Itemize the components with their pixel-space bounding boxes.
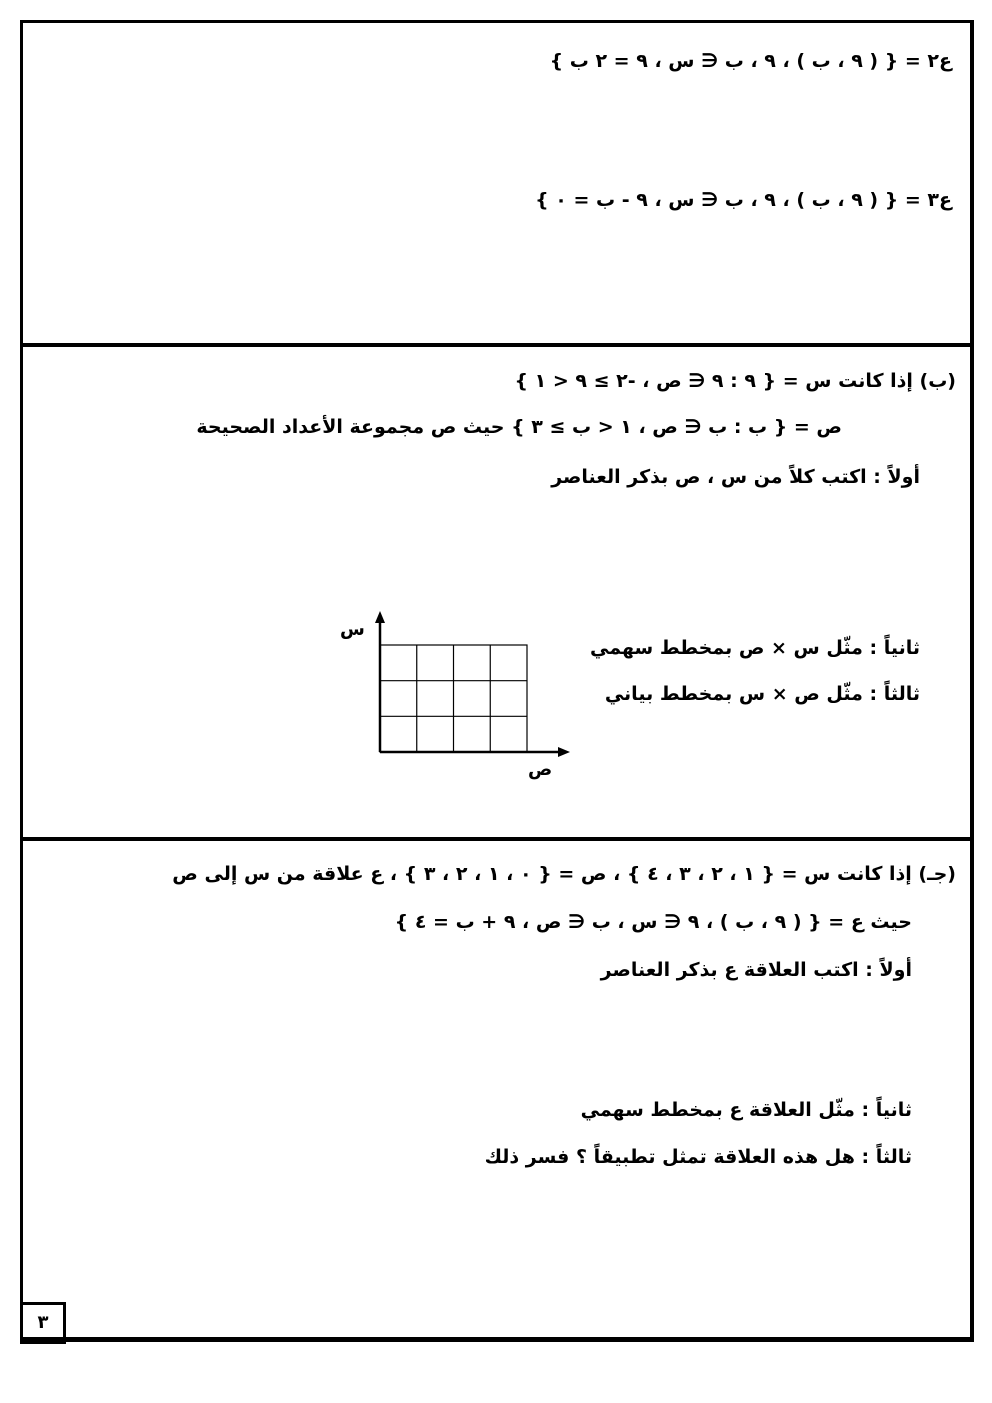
cartesian-graph	[330, 605, 590, 790]
relation-2-definition: ع٢ = { ( ٩ ، ب ) ، ٩ ، ب ∈ س ، ٩ = ٢ ب }	[549, 50, 952, 72]
section-c-sets: (جـ) إذا كانت س = { ١ ، ٢ ، ٣ ، ٤ } ، ص = { ٠ ، ١ ، ٢ ، ٣ } ، ع علاقة من س إلى ص	[172, 863, 956, 885]
page-number: ٣	[20, 1302, 66, 1344]
y-axis-arrow	[375, 611, 385, 623]
section-divider-1	[20, 343, 974, 347]
section-b-question-3: ثالثاً : مثّل ص × س بمخطط بياني	[604, 683, 920, 705]
relation-3-definition: ع٣ = { ( ٩ ، ب ) ، ٩ ، ب ∈ س ، ٩ - ب = ٠ }	[535, 189, 952, 211]
section-divider-2	[20, 837, 974, 841]
section-b-set-x: (ب) إذا كانت س = { ٩ : ٩ ∈ ص ، -٢ ≥ ٩ < ١ }	[514, 370, 956, 392]
section-c-question-2: ثانياً : مثّل العلاقة ع بمخطط سهمي	[580, 1099, 912, 1121]
section-c-relation: حيث ع = { ( ٩ ، ب ) ، ٩ ∈ س ، ب ∈ ص ، ٩ + ب = ٤ }	[394, 911, 912, 933]
grid-cells	[380, 645, 527, 752]
section-b-question-2: ثانياً : مثّل س × ص بمخطط سهمي	[590, 637, 920, 659]
section-b-set-y: ص = { ب : ب ∈ ص ، ١ < ب ≥ ٣ } حيث ص مجموعة الأعداد الصحيحة	[196, 416, 842, 438]
section-b-question-1: أولاً : اكتب كلاً من س ، ص بذكر العناصر	[551, 466, 920, 488]
x-axis-arrow	[558, 747, 570, 757]
x-axis-label: ص	[528, 759, 553, 780]
y-axis-label: س	[340, 619, 365, 640]
section-c-question-1: أولاً : اكتب العلاقة ع بذكر العناصر	[600, 959, 912, 981]
section-c-question-3: ثالثاً : هل هذه العلاقة تمثل تطبيقاً ؟ فسر ذلك	[484, 1146, 912, 1168]
